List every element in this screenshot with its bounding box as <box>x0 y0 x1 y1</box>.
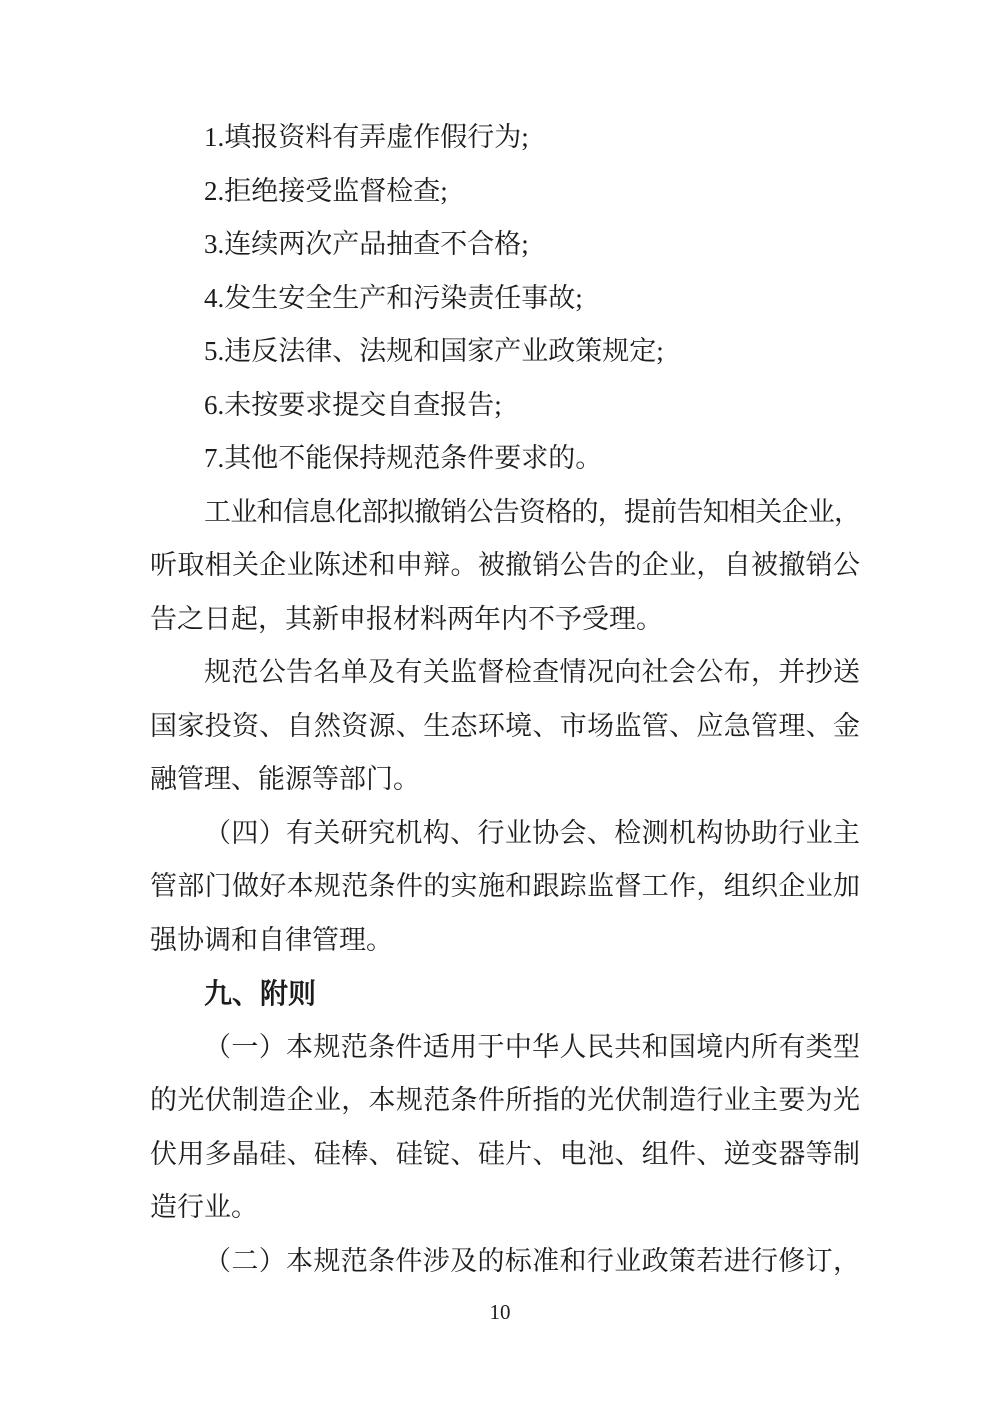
text-line: 融管理、能源等部门。 <box>150 764 420 794</box>
text-line: 强协调和自律管理。 <box>150 924 393 955</box>
text-line: 7.其他不能保持规范条件要求的。 <box>204 443 603 473</box>
text-line: （二）本规范条件涉及的标准和行业政策若进行修订， <box>204 1245 860 1276</box>
text-line: 伏用多晶硅、硅棒、硅锭、硅片、电池、组件、逆变器等制 <box>150 1138 860 1169</box>
text-line: 的光伏制造企业，本规范条件所指的光伏制造行业主要为光 <box>150 1085 860 1115</box>
text-line: 管部门做好本规范条件的实施和跟踪监督工作，组织企业加 <box>150 871 860 901</box>
text-line: 国家投资、自然资源、生态环境、市场监管、应急管理、金 <box>150 710 860 741</box>
text-line: 4.发生安全生产和污染责任事故; <box>204 282 583 313</box>
text-line: 2.拒绝接受监督检查; <box>204 175 448 206</box>
document-body <box>150 111 860 1288</box>
text-line: 3.连续两次产品抽查不合格; <box>204 229 529 259</box>
section-heading: 九、附则 <box>204 978 317 1009</box>
text-line: （一）本规范条件适用于中华人民共和国境内所有类型 <box>204 1031 860 1062</box>
text-line: 1.填报资料有弄虚作假行为; <box>204 122 529 152</box>
text-line: 工业和信息化部拟撤销公告资格的，提前告知相关企业， <box>204 496 860 527</box>
text-line: 造行业。 <box>150 1192 258 1222</box>
text-line: 5.违反法律、法规和国家产业政策规定; <box>204 336 664 366</box>
text-line: （四）有关研究机构、行业协会、检测机构协助行业主 <box>204 817 860 848</box>
text-line: 规范公告名单及有关监督检查情况向社会公布，并抄送 <box>204 657 860 687</box>
text-line: 告之日起，其新申报材料两年内不予受理。 <box>150 603 663 634</box>
page-number: 10 <box>489 1300 511 1324</box>
text-line: 听取相关企业陈述和申辩。被撤销公告的企业，自被撤销公 <box>150 550 860 580</box>
text-line: 6.未按要求提交自查报告; <box>204 389 502 420</box>
